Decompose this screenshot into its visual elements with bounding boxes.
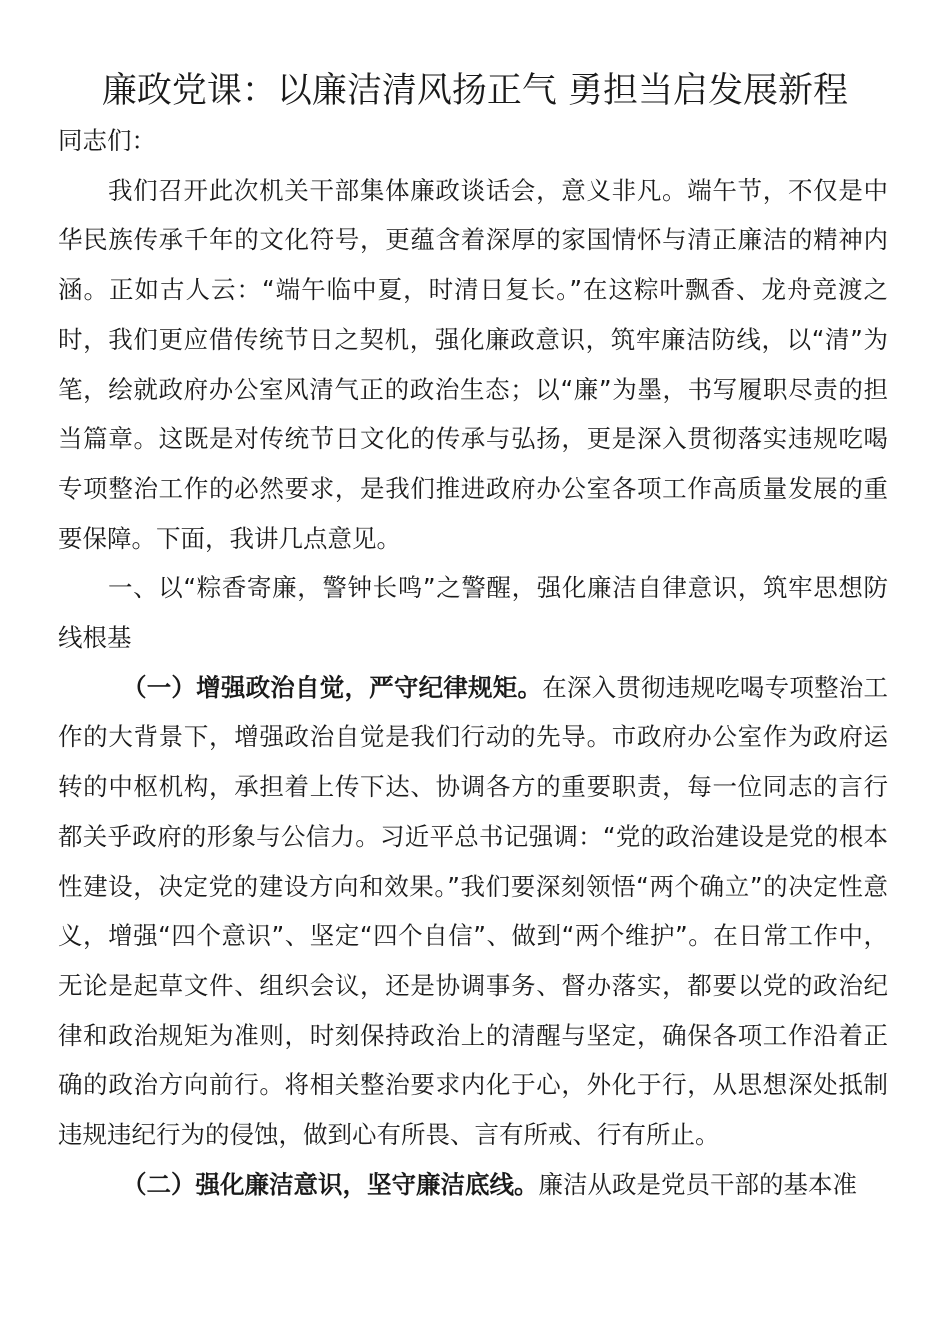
subsection-heading-2: （二）强化廉洁意识，坚守廉洁底线。 bbox=[122, 1169, 539, 1199]
subsection-heading-1: （一）增强政治自觉，严守纪律规矩。 bbox=[122, 672, 543, 702]
subsection-text-2: 廉洁从政是党员干部的基本准 bbox=[538, 1169, 857, 1199]
salutation: 同志们： bbox=[58, 126, 156, 155]
paragraph-subsection-2 bbox=[58, 1160, 888, 1210]
section-heading-1: 一、以“粽香寄廉，警钟长鸣”之警醒，强化廉洁自律意识，筑牢思想防线根基 bbox=[58, 573, 888, 653]
subsection-text-1: 在深入贯彻违规吃喝专项整治工作的大背景下，增强政治自觉是我们行动的先导。市政府办公室作为政府运转的中枢机构，承担着上传下达、协调各方的重要职责，每一位同志的言行都关乎政府的形象与公信力。习近平总书记强调：“党的政治建设是党的根本性建设，决定党的建设方向和效果。”我们要深刻领悟“两个确立”的决定性意义，增强“四个意识”、坚定“四个自信”、做到“两个维护”。在日常工作中，无论是起草文件、组织会议，还是协调事务、督办落实，都要以党的政治纪律和政治规矩为准则，时刻保持政治上的清醒与坚定，确保各项工作沿着正确的政治方向前行。将相关整治要求内化于心，外化于行，从思想深处抵制违规违纪行为的侵蚀，做到心有所畏、言有所戒、行有所止。 bbox=[58, 672, 889, 1150]
document-title: 廉政党课：以廉洁清风扬正气 勇担当启发展新程 bbox=[101, 71, 849, 111]
paragraph-intro: 我们召开此次机关干部集体廉政谈话会，意义非凡。端午节，不仅是中华民族传承千年的文化符号，更蕴含着深厚的家国情怀与清正廉洁的精神内涵。正如古人云：“端午临中夏，时清日复长。”在这粽叶飘香、龙舟竞渡之时，我们更应借传统节日之契机，强化廉政意识，筑牢廉洁防线，以“清”为笔，绘就政府办公室风清气正的政治生态；以“廉”为墨，书写履职尽责的担当篇章。这既是对传统节日文化的传承与弘扬，更是深入贯彻落实违规吃喝专项整治工作的必然要求，是我们推进政府办公室各项工作高质量发展的重要保障。下面，我讲几点意见。 bbox=[58, 175, 888, 553]
paragraph-subsection-1 bbox=[58, 663, 888, 1160]
document-body bbox=[58, 116, 888, 1209]
